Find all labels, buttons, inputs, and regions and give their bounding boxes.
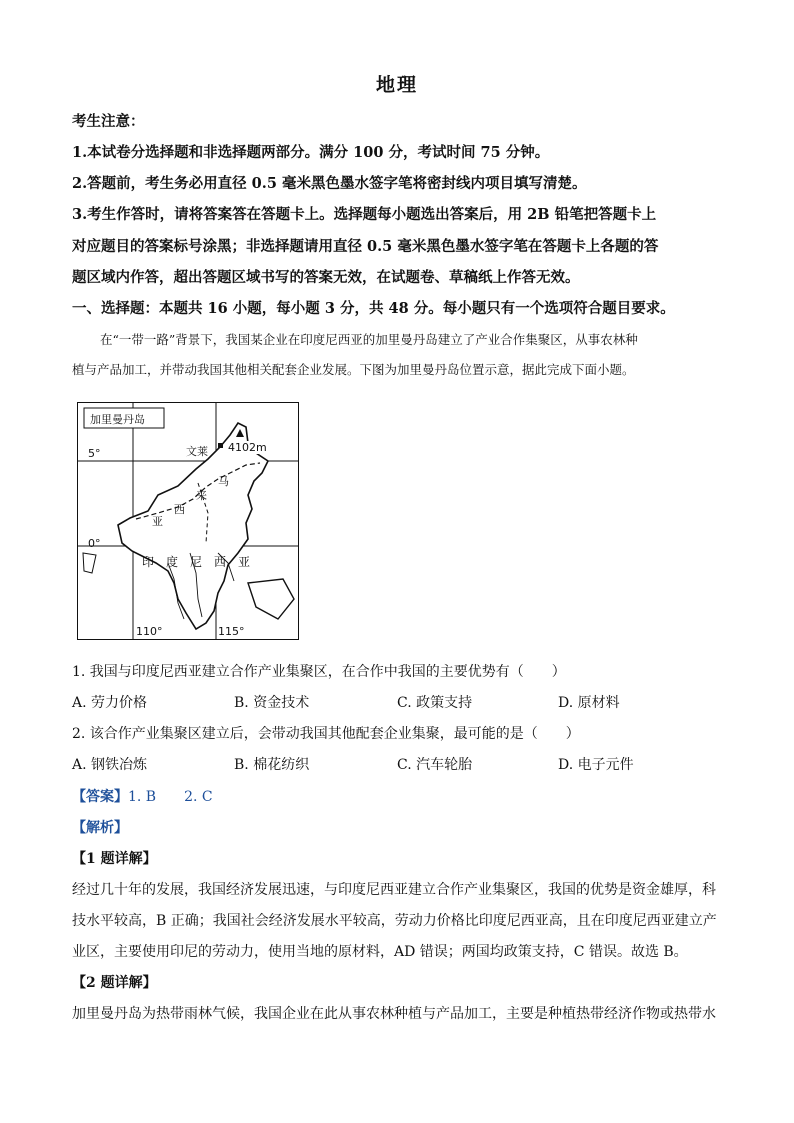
- detail-1-line-2: 技水平较高，B 正确；我国社会经济发展水平较高，劳动力价格比印度尼西亚高，且在印度尼西亚建立产: [72, 913, 717, 929]
- map-label-lon-115: 115°: [218, 625, 245, 638]
- question-1-option-b: B. 资金技术: [234, 695, 310, 711]
- question-2-stem: 2. 该合作产业集聚区建立后，会带动我国其他配套企业集聚，最可能的是（ ）: [72, 726, 580, 742]
- map-label-lat-5: 5°: [88, 447, 101, 460]
- notice-item-3-line-1: 3.考生作答时，请将答案答在答题卡上。选择题每小题选出答案后，用 2B 铅笔把答题卡上: [72, 206, 657, 223]
- map-label-lon-110: 110°: [136, 625, 163, 638]
- notice-item-3-line-3: 题区域内作答，超出答题区域书写的答案无效，在试题卷、草稿纸上作答无效。: [72, 269, 580, 286]
- passage-line-2: 植与产品加工，并带动我国其他相关配套企业发展。下图为加里曼丹岛位置示意，据此完成下面小题。: [72, 362, 635, 377]
- map-drawing: [78, 403, 298, 639]
- map-label-malaysia-3: 西: [174, 503, 185, 516]
- map-label-peak: 4102m: [228, 441, 267, 454]
- map-label-lat-0: 0°: [88, 537, 101, 550]
- detail-2-line-1: 加里曼丹岛为热带雨林气候，我国企业在此从事农林种植与产品加工，主要是种植热带经济作物或热带水: [72, 1006, 716, 1022]
- detail-1-tag: 【1 题详解】: [72, 851, 157, 867]
- analysis-tag: 【解析】: [72, 820, 128, 836]
- question-2-option-d: D. 电子元件: [558, 757, 634, 773]
- notice-heading: 考生注意：: [72, 113, 145, 130]
- detail-1-line-1: 经过几十年的发展，我国经济发展迅速，与印度尼西亚建立合作产业集聚区，我国的优势是资金雄厚，科: [72, 882, 716, 898]
- question-1-option-c: C. 政策支持: [397, 695, 473, 711]
- page-title: 地理: [375, 74, 418, 96]
- notice-item-2: 2.答题前，考生务必用直径 0.5 毫米黑色墨水签字笔将密封线内项目填写清楚。: [72, 175, 587, 192]
- question-1-option-a: A. 劳力价格: [72, 695, 148, 711]
- answer-row: [72, 786, 213, 806]
- question-2-option-a: A. 钢铁冶炼: [72, 757, 148, 773]
- section-heading: 一、选择题：本题共 16 小题，每小题 3 分，共 48 分。每小题只有一个选项符合题目要求。: [72, 300, 675, 317]
- question-2-option-c: C. 汽车轮胎: [397, 757, 473, 773]
- detail-1-line-3: 业区，主要使用印尼的劳动力，使用当地的原材料，AD 错误；两国均政策支持，C 错误。故选 B。: [72, 944, 688, 960]
- map-label-malaysia-4: 亚: [152, 515, 163, 528]
- detail-2-tag: 【2 题详解】: [72, 975, 157, 991]
- answer-tag: 【答案】: [72, 789, 128, 805]
- passage-line-1: 在“一带一路”背景下，我国某企业在印度尼西亚的加里曼丹岛建立了产业合作集聚区，从事农林种: [100, 332, 638, 347]
- map-label-malaysia-2: 来: [196, 489, 207, 502]
- notice-item-1: 1.本试卷分选择题和非选择题两部分。满分 100 分，考试时间 75 分钟。: [72, 144, 550, 161]
- map-label-indonesia: 印 度 尼 西 亚: [142, 555, 251, 569]
- map-title: 加里曼丹岛: [90, 413, 145, 426]
- map-label-malaysia-1: 马: [218, 475, 229, 488]
- answer-text: 1. B 2. C: [128, 789, 213, 805]
- question-1-option-d: D. 原材料: [558, 695, 620, 711]
- map-label-brunei: 文莱: [186, 445, 208, 458]
- notice-item-3-line-2: 对应题目的答案标号涂黑；非选择题请用直径 0.5 毫米黑色墨水签字笔在答题卡上各题的答: [72, 238, 659, 255]
- question-1-stem: 1. 我国与印度尼西亚建立合作产业集聚区，在合作中我国的主要优势有（ ）: [72, 664, 566, 680]
- question-2-option-b: B. 棉花纺织: [234, 757, 310, 773]
- borneo-map: [77, 402, 299, 640]
